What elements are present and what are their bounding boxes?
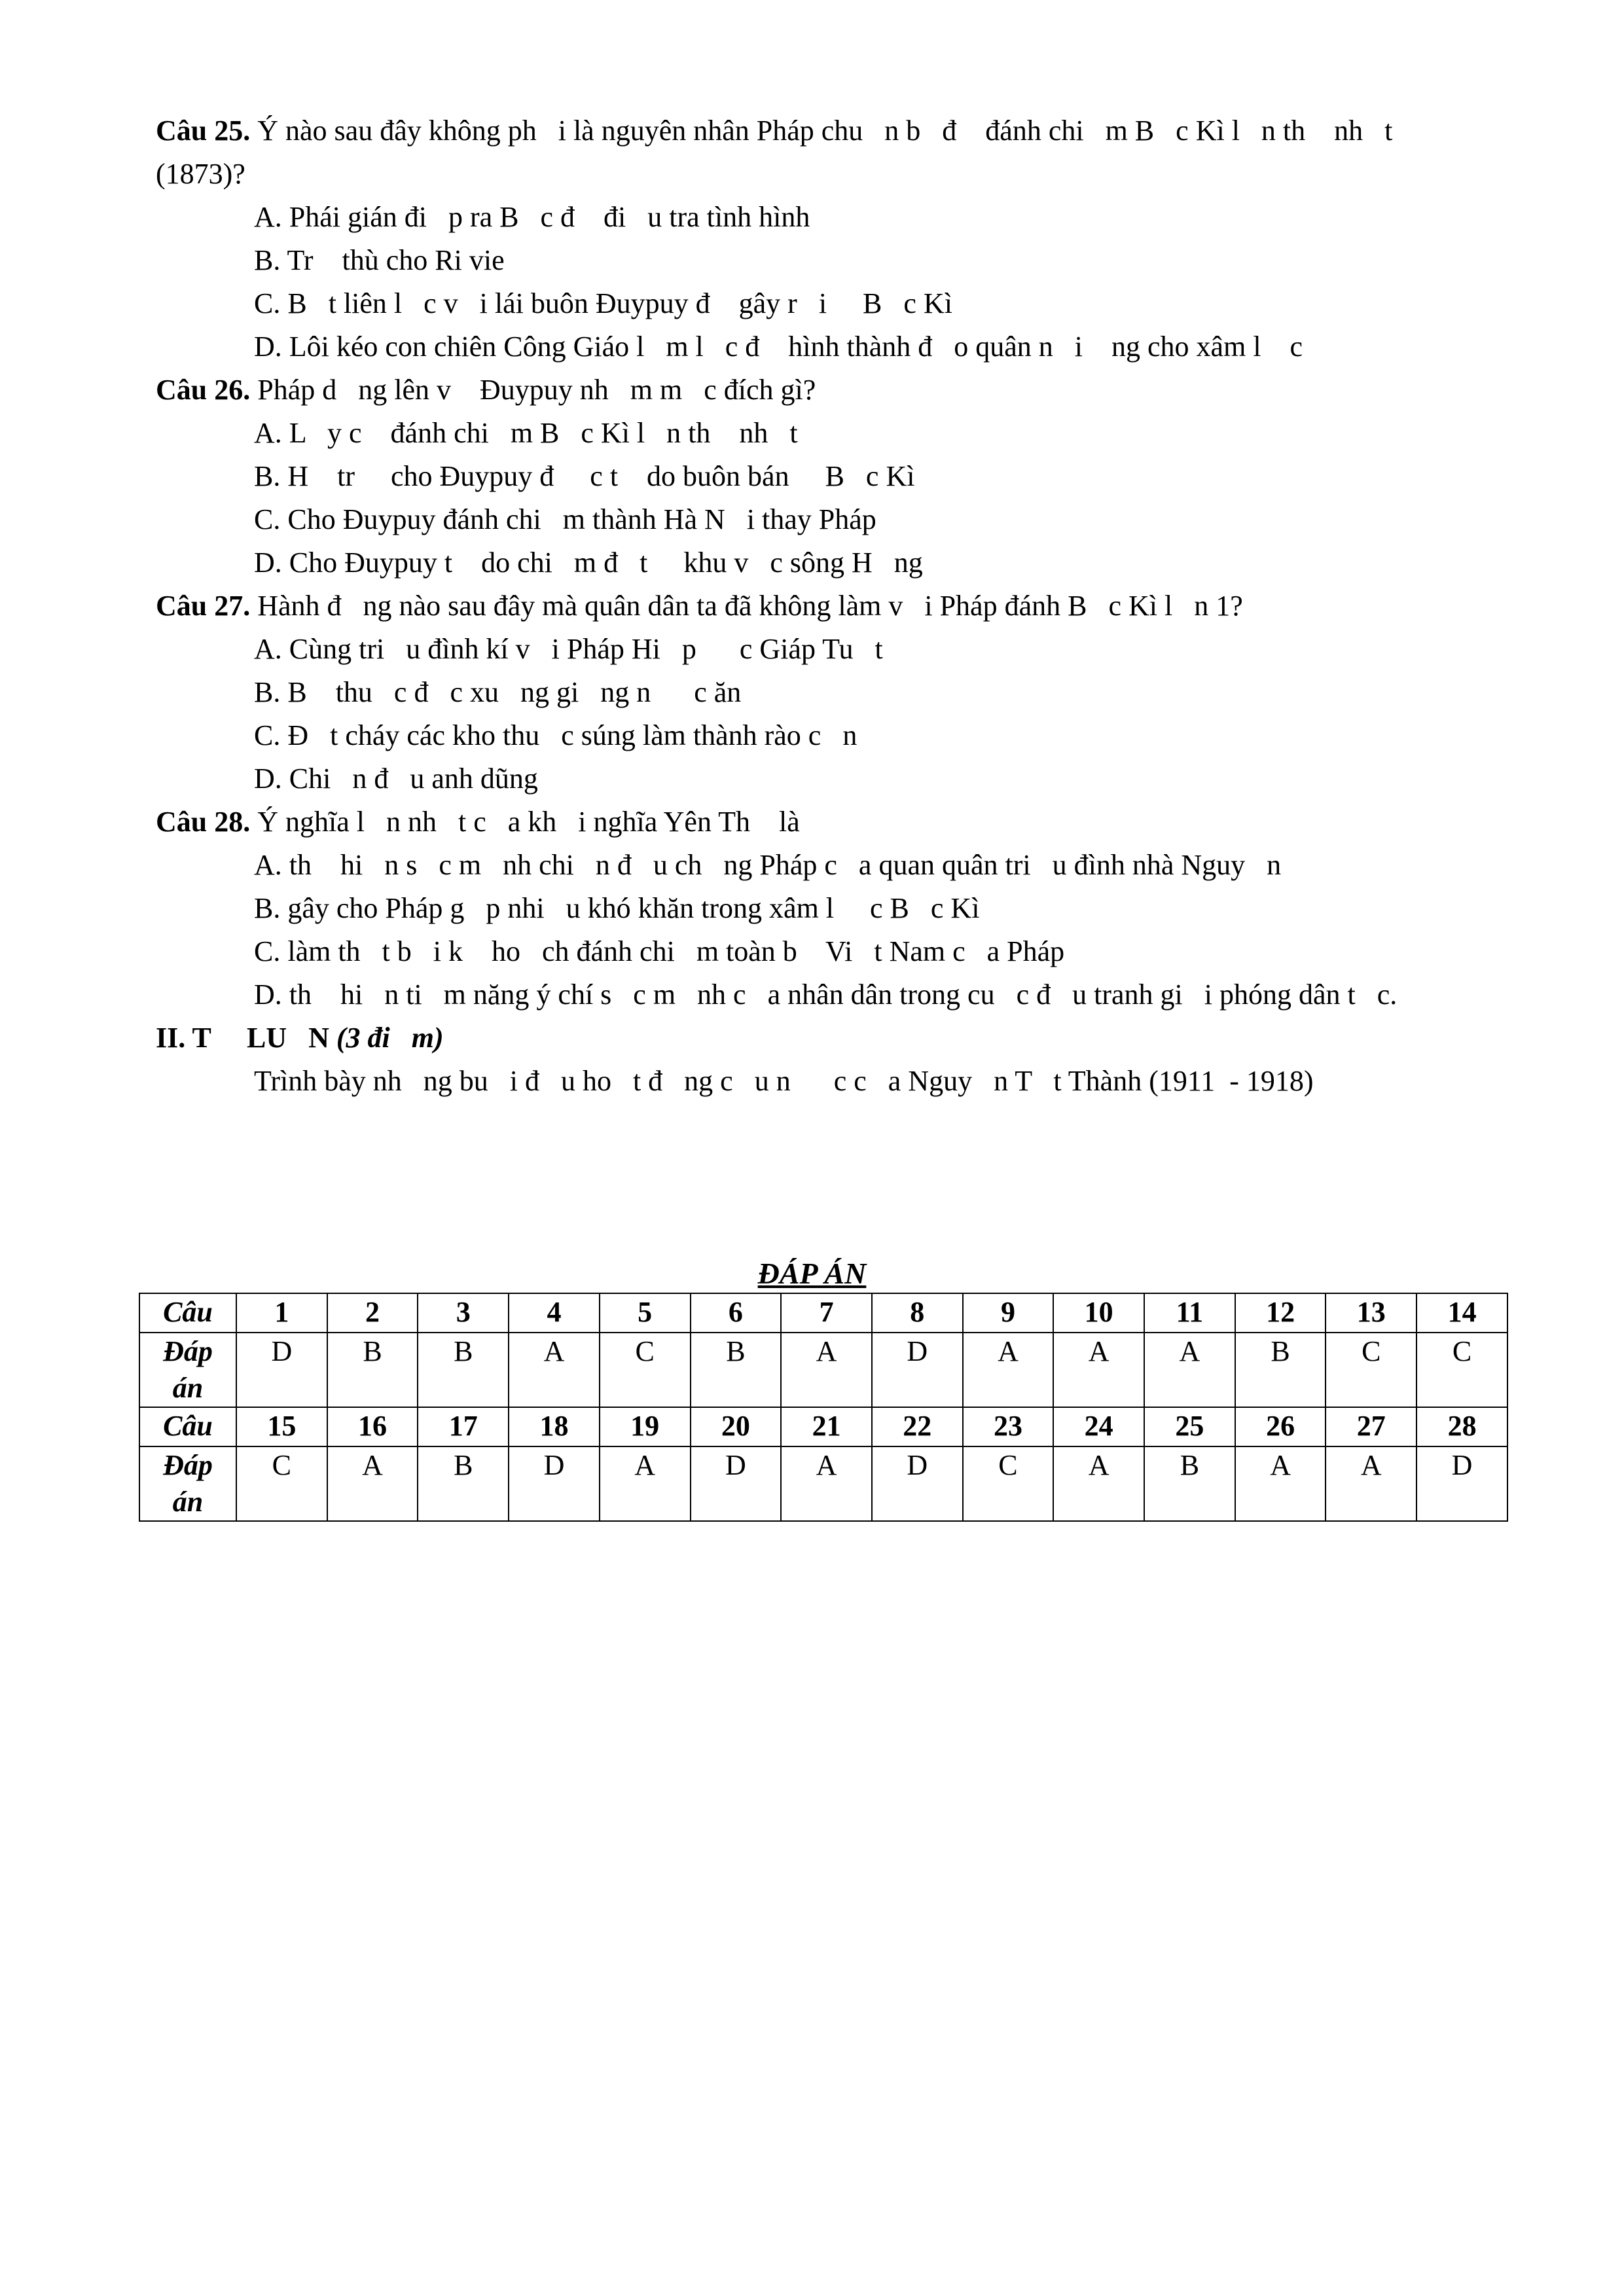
answer-cell: A — [1053, 1446, 1144, 1521]
answer-label-line2: án — [172, 1486, 204, 1518]
question-number-cell: 23 — [963, 1407, 1054, 1446]
question-number-row — [139, 1293, 1507, 1333]
question-label: Câu 25. — [156, 115, 251, 147]
answer-cell: C — [600, 1333, 691, 1407]
answer-label-cell — [139, 1446, 236, 1521]
question-number-cell: 12 — [1235, 1293, 1326, 1333]
question-label: Câu 27. — [156, 590, 251, 622]
answer-cell: B — [1235, 1333, 1326, 1407]
answer-key-table — [139, 1293, 1508, 1522]
essay-points: (3 đi m) — [329, 1022, 444, 1054]
question-number-cell: 27 — [1326, 1407, 1416, 1446]
question-label: Câu 28. — [156, 806, 251, 838]
question-number-cell: 17 — [418, 1407, 509, 1446]
option-a: A. Phái gián đi p ra B c đ đi u tra tình hình — [254, 201, 810, 233]
question-number-cell: 5 — [600, 1293, 691, 1333]
answer-cell: A — [1326, 1446, 1416, 1521]
question-number-row — [139, 1407, 1507, 1446]
answer-key-title: ĐÁP ÁN — [757, 1257, 867, 1290]
answer-cell: B — [691, 1333, 782, 1407]
question-label-cell: Câu — [139, 1407, 236, 1446]
question-number-cell: 25 — [1144, 1407, 1235, 1446]
option-d: D. th hi n ti m năng ý chí s c m nh c a nhân dân trong cu c đ u tranh gi i phóng dân t c. — [254, 978, 1398, 1011]
option-a: A. L y c đánh chi m B c Kì l n th nh t — [254, 417, 798, 449]
answer-cell: C — [1326, 1333, 1416, 1407]
option-c: C. Cho Đuypuy đánh chi m thành Hà N i thay Pháp — [254, 503, 876, 535]
answer-row — [139, 1333, 1507, 1407]
question-number-cell: 4 — [509, 1293, 600, 1333]
essay-heading-label: II. T LU N — [156, 1022, 329, 1054]
option-d: D. Lôi kéo con chiên Công Giáo l m l c đ hình thành đ o quân n i ng cho xâm l c — [254, 331, 1303, 363]
question-number-cell: 22 — [872, 1407, 963, 1446]
question-label-cell: Câu — [139, 1293, 236, 1333]
answer-cell: A — [600, 1446, 691, 1521]
option-b: B. gây cho Pháp g p nhi u khó khăn trong xâm l c B c Kì — [254, 892, 980, 924]
answer-cell: A — [327, 1446, 418, 1521]
question-number-cell: 7 — [781, 1293, 872, 1333]
answer-cell: B — [327, 1333, 418, 1407]
answer-cell: D — [691, 1446, 782, 1521]
essay-prompt: Trình bày nh ng bu i đ u ho t đ ng c u n c c a Nguy n T t Thành (1911 - 1918) — [254, 1065, 1314, 1097]
answer-cell: A — [1144, 1333, 1235, 1407]
answer-cell: B — [1144, 1446, 1235, 1521]
option-b: B. Tr thù cho Ri vie — [254, 244, 505, 276]
question-number-cell: 15 — [236, 1407, 327, 1446]
answer-cell: D — [872, 1446, 963, 1521]
option-d: D. Chi n đ u anh dũng — [254, 762, 538, 795]
question-27 — [156, 588, 1243, 624]
answer-row — [139, 1446, 1507, 1521]
option-c: C. B t liên l c v i lái buôn Đuypuy đ gây r i B c Kì — [254, 287, 952, 319]
answer-cell: D — [236, 1333, 327, 1407]
answer-label-line1: Đáp — [163, 1335, 213, 1367]
question-number-cell: 13 — [1326, 1293, 1416, 1333]
option-b: B. H tr cho Đuypuy đ c t do buôn bán B c Kì — [254, 460, 915, 492]
question-number-cell: 26 — [1235, 1407, 1326, 1446]
answer-cell: A — [963, 1333, 1054, 1407]
answer-cell: C — [963, 1446, 1054, 1521]
question-number-cell: 10 — [1053, 1293, 1144, 1333]
question-text: Pháp d ng lên v Đuypuy nh m m c đích gì? — [250, 374, 816, 406]
question-number-cell: 24 — [1053, 1407, 1144, 1446]
question-number-cell: 21 — [781, 1407, 872, 1446]
question-number-cell: 19 — [600, 1407, 691, 1446]
option-b: B. B thu c đ c xu ng gi ng n c ăn — [254, 676, 742, 708]
question-number-cell: 28 — [1416, 1407, 1507, 1446]
question-label: Câu 26. — [156, 374, 251, 406]
answer-label-line2: án — [172, 1372, 204, 1404]
question-number-cell: 18 — [509, 1407, 600, 1446]
question-number-cell: 1 — [236, 1293, 327, 1333]
answer-cell: D — [509, 1446, 600, 1521]
answer-cell: C — [1416, 1333, 1507, 1407]
question-26 — [156, 372, 816, 408]
option-c: C. Đ t cháy các kho thu c súng làm thành rào c n — [254, 719, 857, 751]
answer-cell: A — [781, 1446, 872, 1521]
answer-cell: D — [872, 1333, 963, 1407]
answer-cell: A — [1235, 1446, 1326, 1521]
answer-cell: D — [1416, 1446, 1507, 1521]
question-number-cell: 16 — [327, 1407, 418, 1446]
question-number-cell: 20 — [691, 1407, 782, 1446]
answer-cell: A — [1053, 1333, 1144, 1407]
answer-label-line1: Đáp — [163, 1449, 213, 1481]
question-28 — [156, 804, 800, 840]
question-number-cell: 11 — [1144, 1293, 1235, 1333]
option-c: C. làm th t b i k ho ch đánh chi m toàn b Vi t Nam c a Pháp — [254, 935, 1065, 967]
option-d: D. Cho Đuypuy t do chi m đ t khu v c sông H ng — [254, 547, 923, 579]
question-number-cell: 9 — [963, 1293, 1054, 1333]
question-text: Hành đ ng nào sau đây mà quân dân ta đã không làm v i Pháp đánh B c Kì l n 1? — [250, 590, 1243, 622]
question-number-cell: 3 — [418, 1293, 509, 1333]
question-number-cell: 6 — [691, 1293, 782, 1333]
answer-cell: A — [509, 1333, 600, 1407]
question-text: Ý nào sau đây không ph i là nguyên nhân Pháp chu n b đ đánh chi m B c Kì l n th nh t — [250, 115, 1393, 147]
answer-cell: A — [781, 1333, 872, 1407]
answer-label-cell — [139, 1333, 236, 1407]
answer-cell: B — [418, 1333, 509, 1407]
question-text-continued: (1873)? — [156, 158, 245, 190]
question-number-cell: 14 — [1416, 1293, 1507, 1333]
answer-cell: B — [418, 1446, 509, 1521]
option-a: A. th hi n s c m nh chi n đ u ch ng Pháp c a quan quân tri u đình nhà Nguy n — [254, 849, 1282, 881]
question-25 — [156, 113, 1392, 149]
essay-heading — [156, 1020, 444, 1056]
option-a: A. Cùng tri u đình kí v i Pháp Hi p c Giáp Tu t — [254, 633, 883, 665]
question-number-cell: 2 — [327, 1293, 418, 1333]
question-text: Ý nghĩa l n nh t c a kh i nghĩa Yên Th là — [250, 806, 800, 838]
question-number-cell: 8 — [872, 1293, 963, 1333]
answer-cell: C — [236, 1446, 327, 1521]
